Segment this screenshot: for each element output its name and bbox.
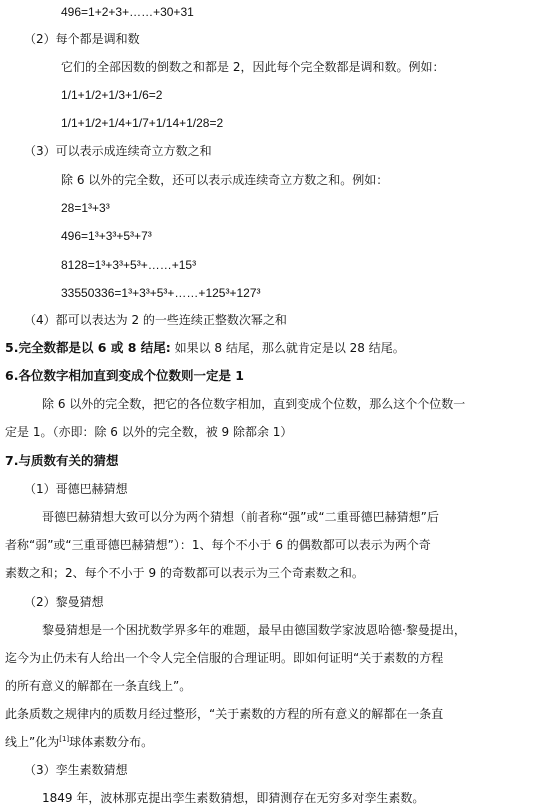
citation-marker: [1] [59, 735, 70, 743]
paragraph-line: 迄今为止仍未有人给出一个令人完全信服的合理证明。即如何证明“关于素数的方程 [5, 651, 444, 665]
formula-line: 33550336=1³+3³+5³+……+125³+127³ [61, 286, 261, 300]
section-heading [5, 342, 405, 355]
section-heading-bold: 5.完全数都是以 6 或 8 结尾: [5, 340, 171, 355]
subsection-heading: （1）哥德巴赫猜想 [24, 482, 128, 496]
subsection-heading: （3）可以表示成连续奇立方数之和 [24, 144, 212, 158]
formula-line: 1/1+1/2+1/4+1/7+1/14+1/28=2 [61, 116, 224, 130]
paragraph-text: 球体素数分布。 [69, 735, 154, 749]
formula-line: 28=1³+3³ [61, 201, 110, 215]
subsection-heading: （2）黎曼猜想 [24, 595, 104, 609]
section-heading: 6.各位数字相加直到变成个位数则一定是 1 [5, 368, 244, 383]
subsection-heading: （3）孪生素数猜想 [24, 763, 128, 777]
paragraph-line: 除 6 以外的完全数，还可以表示成连续奇立方数之和。例如： [61, 173, 389, 187]
formula-line: 8128=1³+3³+5³+……+15³ [61, 258, 197, 272]
formula-line: 496=1+2+3+……+30+31 [61, 5, 194, 19]
paragraph-line: 它们的全部因数的倒数之和都是 2，因此每个完全数都是调和数。例如： [61, 60, 445, 74]
paragraph-text: 线上”化为 [5, 735, 60, 749]
section-heading-text: 如果以 8 结尾，那么就肯定是以 28 结尾。 [170, 341, 405, 355]
section-heading: 7.与质数有关的猜想 [5, 453, 119, 468]
paragraph-line: 除 6 以外的完全数，把它的各位数字相加，直到变成个位数，那么这个个位数一 [42, 397, 466, 411]
formula-line: 496=1³+3³+5³+7³ [61, 229, 152, 243]
subsection-heading: （2）每个都是调和数 [24, 32, 140, 46]
paragraph-line: 黎曼猜想是一个困扰数学界多年的难题，最早由德国数学家波恩哈德·黎曼提出， [42, 623, 466, 637]
subsection-heading: （4）都可以表达为 2 的一些连续正整数次幂之和 [24, 313, 287, 327]
paragraph-line: 素数之和；2、每个不小于 9 的奇数都可以表示为三个奇素数之和。 [5, 566, 364, 580]
paragraph-line: 1849 年，波林那克提出孪生素数猜想，即猜测存在无穷多对孪生素数。 [42, 791, 425, 805]
paragraph-line [5, 736, 153, 748]
formula-line: 1/1+1/2+1/3+1/6=2 [61, 88, 163, 102]
paragraph-line: 者称“弱”或“三重哥德巴赫猜想”）：1、每个不小于 6 的偶数都可以表示为两个奇 [5, 538, 431, 552]
paragraph-line: 定是 1。（亦即：除 6 以外的完全数，被 9 除都余 1） [5, 425, 293, 439]
paragraph-line: 的所有意义的解都在一条直线上”。 [5, 679, 192, 693]
paragraph-line: 哥德巴赫猜想大致可以分为两个猜想（前者称“强”或“二重哥德巴赫猜想”后 [42, 510, 439, 524]
paragraph-line: 此条质数之规律内的质数月经过整形，“关于素数的方程的所有意义的解都在一条直 [5, 707, 444, 721]
